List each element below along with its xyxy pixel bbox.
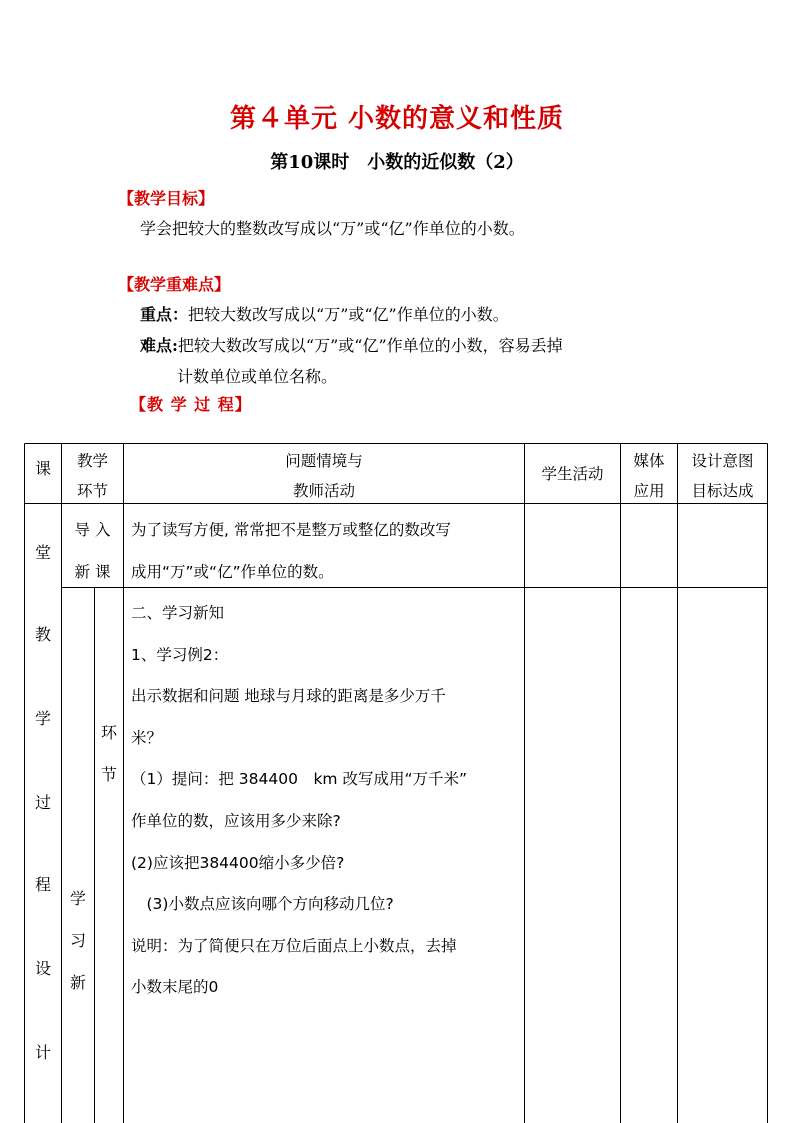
- row2-stage-inner-char: 节: [100, 765, 117, 784]
- row1-text-line: 为了读写方便, 常常把不是整万或整亿的数改写: [131, 521, 451, 539]
- row1-stage: [62, 509, 123, 593]
- content-line: 说明：为了简便只在万位后面点上小数点，去掉: [131, 936, 457, 955]
- difficulty-label: 难点:: [140, 336, 178, 355]
- row2-stage-outer-char: 学: [69, 889, 86, 908]
- row2-stage-outer-char: 新: [69, 973, 86, 992]
- header-stage-line: 环节: [76, 482, 108, 500]
- header-situation-line: 教师活动: [292, 482, 355, 500]
- header-design-line: 设计意图: [691, 452, 754, 470]
- content-line: (3)小数点应该向哪个方向移动几位?: [131, 895, 394, 914]
- content-line: 米？: [131, 728, 163, 747]
- header-stage-line: 教学: [76, 452, 108, 470]
- row1-text-line: 成用“万”或“亿”作单位的数。: [131, 563, 334, 581]
- content-line: 1、学习例2：: [131, 645, 229, 664]
- header-design: [678, 446, 767, 506]
- header-stage: [62, 446, 123, 506]
- row2-stage-outer-char: 习: [69, 931, 86, 950]
- side-char: 课: [34, 459, 51, 478]
- page-title: 第４单元 小数的意义和性质: [229, 104, 565, 134]
- header-media-line: 应用: [633, 482, 665, 500]
- focus-text: 把较大数改写成以“万”或“亿”作单位的小数。: [188, 305, 509, 324]
- header-design-line: 目标达成: [691, 482, 754, 500]
- difficulty-text: 把较大数改写成以“万”或“亿”作单位的小数，容易丢掉: [177, 336, 563, 355]
- header-situation: [124, 446, 524, 506]
- side-char: 教: [34, 625, 51, 644]
- header-media-line: 媒体: [633, 452, 665, 470]
- lesson-subtitle: 第10课时 小数的近似数（2）: [270, 152, 524, 173]
- objectives-heading: 【教学目标】: [118, 189, 215, 208]
- side-char: 计: [34, 1043, 51, 1062]
- content-line: 小数末尾的0: [131, 978, 219, 997]
- row2-stage-inner-char: 环: [100, 723, 117, 742]
- content-line: 二、学习新知: [131, 604, 225, 622]
- header-media: [621, 446, 677, 506]
- side-char: 程: [34, 875, 51, 894]
- row1-stage-line: 新 课: [74, 563, 111, 581]
- side-char: 设: [34, 959, 51, 978]
- difficulty-text-cont: 计数单位或单位名称。: [177, 367, 338, 386]
- side-char: 堂: [34, 543, 51, 562]
- header-situation-line: 问题情境与: [285, 452, 363, 470]
- side-char: 过: [34, 793, 51, 812]
- key-points-heading: 【教学重难点】: [118, 275, 231, 294]
- row1-stage-line: 导 入: [74, 521, 111, 539]
- process-heading: 【教 学 过 程】: [130, 395, 252, 414]
- row1-text: [131, 509, 451, 593]
- content-line: (2)应该把384400缩小多少倍?: [131, 853, 345, 872]
- row2-content: [131, 593, 467, 1009]
- header-student: 学生活动: [541, 465, 604, 483]
- content-line: 出示数据和问题 地球与月球的距离是多少万千: [131, 687, 446, 706]
- focus-label: 重点：: [140, 305, 189, 324]
- side-char: 学: [34, 709, 51, 728]
- content-line: （1）提问：把 384400 km 改写成用“万千米”: [131, 770, 468, 789]
- content-line: 作单位的数，应该用多少来除?: [131, 811, 341, 830]
- objectives-text: 学会把较大的整数改写成以“万”或“亿”作单位的小数。: [140, 219, 525, 238]
